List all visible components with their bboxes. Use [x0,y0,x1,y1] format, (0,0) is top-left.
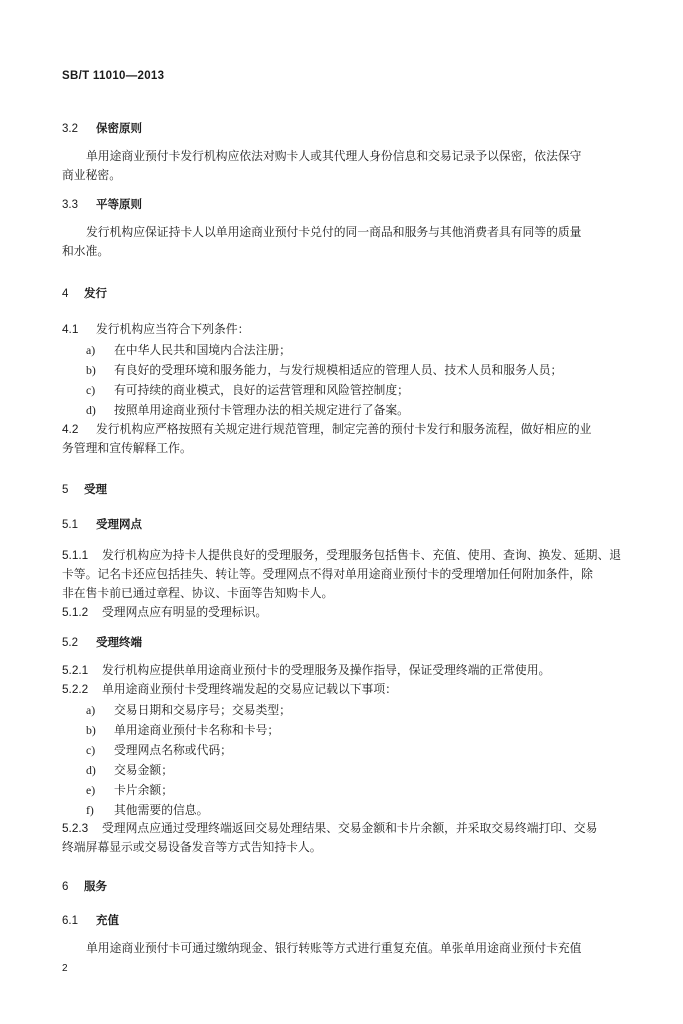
section-number: 6.1 [62,915,78,927]
list-marker: c) [86,743,96,757]
list-marker: d) [86,763,96,777]
clause-text: 发行机构应当符合下列条件： [96,322,250,336]
section-number: 3.2 [62,123,78,135]
section-title: 充值 [96,913,119,927]
list-text: 交易金额； [114,763,173,777]
paragraph-line: 务管理和宣传解释工作。 [62,441,192,455]
list-item [86,721,279,738]
section-number: 6 [62,881,69,893]
section-number: 3.3 [62,199,78,211]
list-marker: c) [86,383,96,397]
clause-text: 发行机构应为持卡人提供良好的受理服务，受理服务包括售卡、充值、使用、查询、换发、延期、退 [102,548,622,562]
paragraph-line: 商业秘密。 [62,168,121,182]
clause-text: 单用途商业预付卡受理终端发起的交易应记载以下事项： [102,682,397,696]
list-text: 受理网点名称或代码； [114,743,232,757]
list-text: 交易日期和交易序号；交易类型； [114,703,291,717]
clause-number: 4.1 [62,322,79,336]
list-marker: a) [86,343,96,357]
list-marker: f) [86,803,94,817]
section-5-1-heading [62,516,142,532]
list-text: 其他需要的信息。 [114,803,209,817]
section-title: 保密原则 [96,121,142,135]
clause-text: 发行机构应严格按照有关规定进行规范管理，制定完善的预付卡发行和服务流程，做好相应的业 [96,422,592,436]
clause-5-2-2 [62,680,397,699]
list-item [86,401,409,418]
paragraph-line: 单用途商业预付卡可通过缴纳现金、银行转账等方式进行重复充值。单张单用途商业预付卡充值 [86,941,582,955]
section-3-2-heading [62,120,142,136]
list-item [86,741,232,758]
clause-number: 5.2.2 [62,682,89,696]
clause-4-2 [62,420,591,439]
paragraph-line: 非在售卡前已通过章程、协议、卡面等告知购卡人。 [62,586,334,600]
section-number: 5.1 [62,519,78,531]
section-number: 5.2 [62,637,78,649]
section-title: 发行 [84,286,107,300]
list-marker: b) [86,363,96,377]
list-item [86,781,173,798]
list-item [86,801,208,818]
clause-number: 5.1.2 [62,605,89,619]
paragraph-line: 卡等。记名卡还应包括挂失、转让等。受理网点不得对单用途商业预付卡的受理增加任何附加条件，除 [62,567,593,581]
clause-4-1 [62,320,249,339]
list-text: 有可持续的商业模式，良好的运营管理和风险管控制度； [114,383,409,397]
section-3-3-heading [62,196,142,212]
section-6-1-heading [62,912,119,928]
list-text: 单用途商业预付卡名称和卡号； [114,723,280,737]
section-title: 受理终端 [96,635,142,649]
section-title: 受理 [84,482,107,496]
paragraph-line: 和水准。 [62,244,110,258]
document-id: SB/T 11010—2013 [62,70,165,82]
clause-number: 4.2 [62,422,79,436]
clause-text: 受理网点应有明显的受理标识。 [102,605,268,619]
clause-number: 5.1.1 [62,548,89,562]
list-item [86,341,291,358]
list-item [86,361,562,378]
section-4-heading [62,285,107,301]
section-5-heading [62,481,107,497]
list-marker: b) [86,723,96,737]
paragraph-line: 单用途商业预付卡发行机构应依法对购卡人或其代理人身份信息和交易记录予以保密，依法保守 [86,149,582,163]
list-text: 在中华人民共和国境内合法注册； [114,343,291,357]
list-text: 卡片余额； [114,783,173,797]
list-item [86,701,291,718]
list-text: 按照单用途商业预付卡管理办法的相关规定进行了备案。 [114,403,409,417]
list-item [86,761,173,778]
section-number: 4 [62,288,69,300]
list-text: 有良好的受理环境和服务能力，与发行规模相适应的管理人员、技术人员和服务人员； [114,363,563,377]
section-5-2-heading [62,634,142,650]
section-number: 5 [62,484,69,496]
clause-number: 5.2.1 [62,663,89,677]
clause-text: 发行机构应提供单用途商业预付卡的受理服务及操作指导，保证受理终端的正常使用。 [102,663,551,677]
list-marker: d) [86,403,96,417]
clause-text: 受理网点应通过受理终端返回交易处理结果、交易金额和卡片余额，并采取交易终端打印、交易 [102,821,598,835]
list-marker: e) [86,783,96,797]
clause-5-1-2 [62,603,267,622]
clause-number: 5.2.3 [62,821,89,835]
list-item [86,381,409,398]
clause-5-2-1 [62,661,550,680]
clause-5-2-3 [62,819,597,838]
section-title: 平等原则 [96,197,142,211]
paragraph-line: 终端屏幕显示或交易设备发音等方式告知持卡人。 [62,840,322,854]
section-title: 服务 [84,879,107,893]
section-6-heading [62,878,107,894]
paragraph-line: 发行机构应保证持卡人以单用途商业预付卡兑付的同一商品和服务与其他消费者具有同等的质量 [86,225,582,239]
section-title: 受理网点 [96,517,142,531]
clause-5-1-1 [62,546,621,565]
page-number: 2 [62,963,68,974]
list-marker: a) [86,703,96,717]
